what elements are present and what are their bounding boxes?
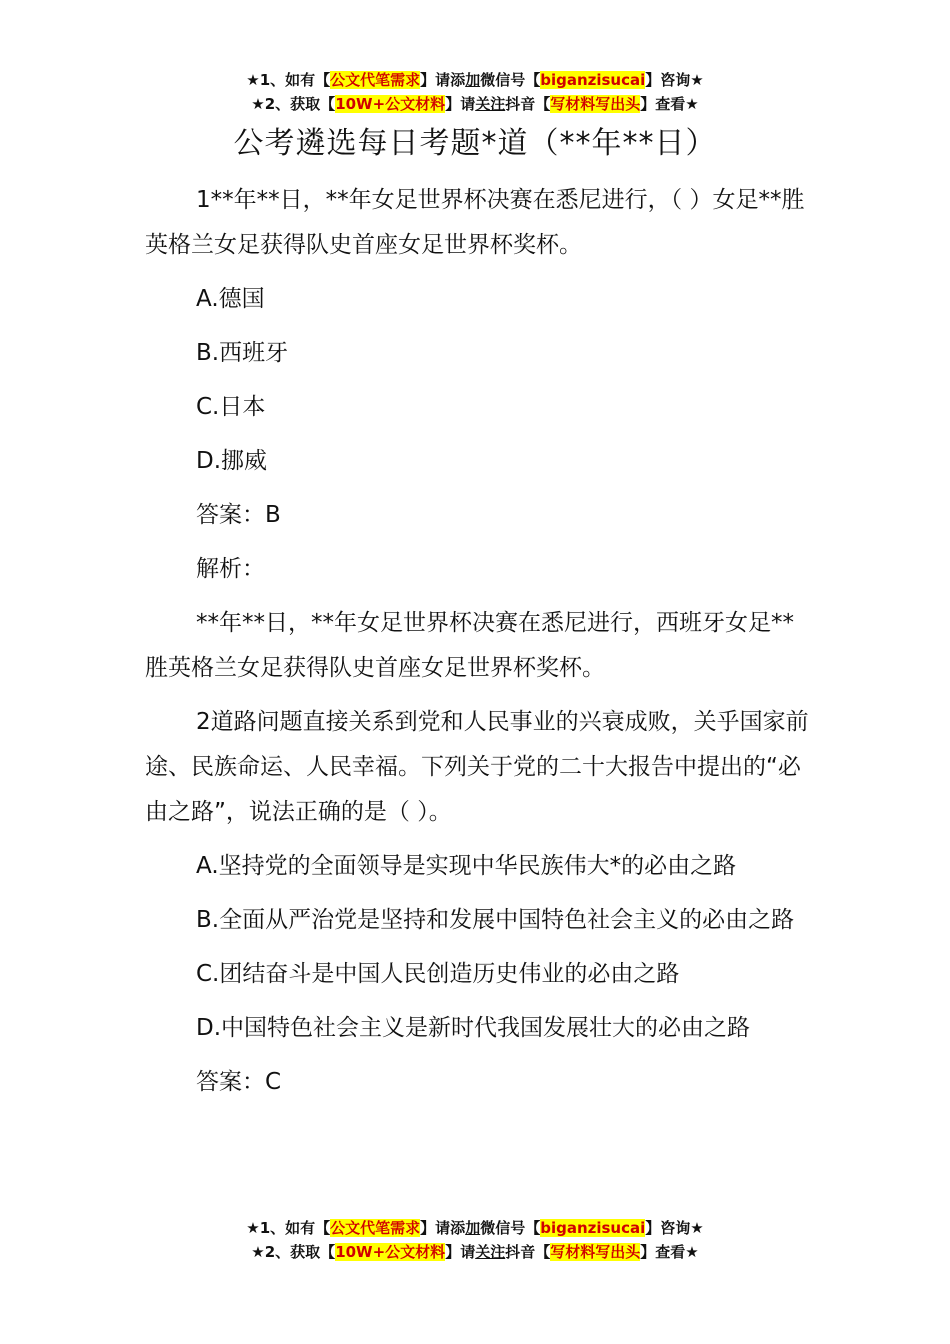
- promo-text: ★2、获取【: [251, 95, 336, 113]
- promo-text: ★1、如有【: [246, 1219, 331, 1237]
- promo-text: 】查看★: [640, 95, 699, 113]
- question-1-stem: 1**年**日，**年女足世界杯决赛在悉尼进行，（ ）女足**胜英格兰女足获得队史首座女足世界杯奖杯。: [145, 187, 805, 258]
- promo-highlight: 公文代笔需求: [330, 1219, 421, 1237]
- document-body: [145, 178, 810, 1114]
- promo-wechat-id: biganzisucai: [540, 1219, 646, 1237]
- question-1-explanation-label: 解析：: [196, 556, 265, 582]
- footer-promo-banner: [0, 1216, 950, 1264]
- page-title: 公考遴选每日考题*道（**年**日）: [233, 126, 717, 161]
- promo-text: 抖音【: [505, 95, 551, 113]
- promo-line-2: [0, 1240, 950, 1264]
- promo-text: ★2、获取【: [251, 1243, 336, 1261]
- promo-line-1: [0, 68, 950, 92]
- question-2-option-d: D.中国特色社会主义是新时代我国发展壮大的必由之路: [196, 1015, 751, 1041]
- promo-underlined: 关注: [475, 95, 506, 113]
- promo-line-1: [0, 1216, 950, 1240]
- promo-text: 抖音【: [505, 1243, 551, 1261]
- promo-line-2: [0, 92, 950, 116]
- promo-text: 微信号【: [480, 71, 541, 89]
- question-1-explanation: **年**日，**年女足世界杯决赛在悉尼进行，西班牙女足**胜英格兰女足获得队史首座女足世界杯奖杯。: [145, 610, 794, 681]
- promo-text: 】请添: [420, 71, 466, 89]
- question-1-option-c: C.日本: [196, 394, 266, 420]
- promo-text: 微信号【: [480, 1219, 541, 1237]
- promo-wechat-id: biganzisucai: [540, 71, 646, 89]
- promo-highlight: 10W+公文材料: [335, 1243, 446, 1261]
- promo-highlight: 10W+公文材料: [335, 95, 446, 113]
- promo-underlined: 加: [465, 71, 481, 89]
- promo-underlined: 关注: [475, 1243, 506, 1261]
- question-1-option-b: B.西班牙: [196, 340, 289, 366]
- question-2-option-c: C.团结奋斗是中国人民创造历史伟业的必由之路: [196, 961, 680, 987]
- question-2-stem: 2道路问题直接关系到党和人民事业的兴衰成败，关乎国家前途、民族命运、人民幸福。下列关于党的二十大报告中提出的“必由之路”，说法正确的是（ ）。: [145, 709, 809, 825]
- promo-douyin-name: 写材料写出头: [550, 95, 641, 113]
- question-2-answer: 答案：C: [196, 1069, 282, 1095]
- promo-text: 】咨询★: [645, 71, 704, 89]
- promo-text: 】请: [445, 1243, 476, 1261]
- promo-text: 】咨询★: [645, 1219, 704, 1237]
- promo-text: 】查看★: [640, 1243, 699, 1261]
- promo-text: 】请添: [420, 1219, 466, 1237]
- promo-underlined: 加: [465, 1219, 481, 1237]
- promo-text: ★1、如有【: [246, 71, 331, 89]
- question-1-option-d: D.挪威: [196, 448, 268, 474]
- promo-highlight: 公文代笔需求: [330, 71, 421, 89]
- promo-douyin-name: 写材料写出头: [550, 1243, 641, 1261]
- question-1-answer: 答案：B: [196, 502, 281, 528]
- header-promo-banner: [0, 68, 950, 116]
- question-1-option-a: A.德国: [196, 286, 265, 312]
- question-2-option-b: B.全面从严治党是坚持和发展中国特色社会主义的必由之路: [196, 907, 795, 933]
- promo-text: 】请: [445, 95, 476, 113]
- question-2-option-a: A.坚持党的全面领导是实现中华民族伟大*的必由之路: [196, 853, 737, 879]
